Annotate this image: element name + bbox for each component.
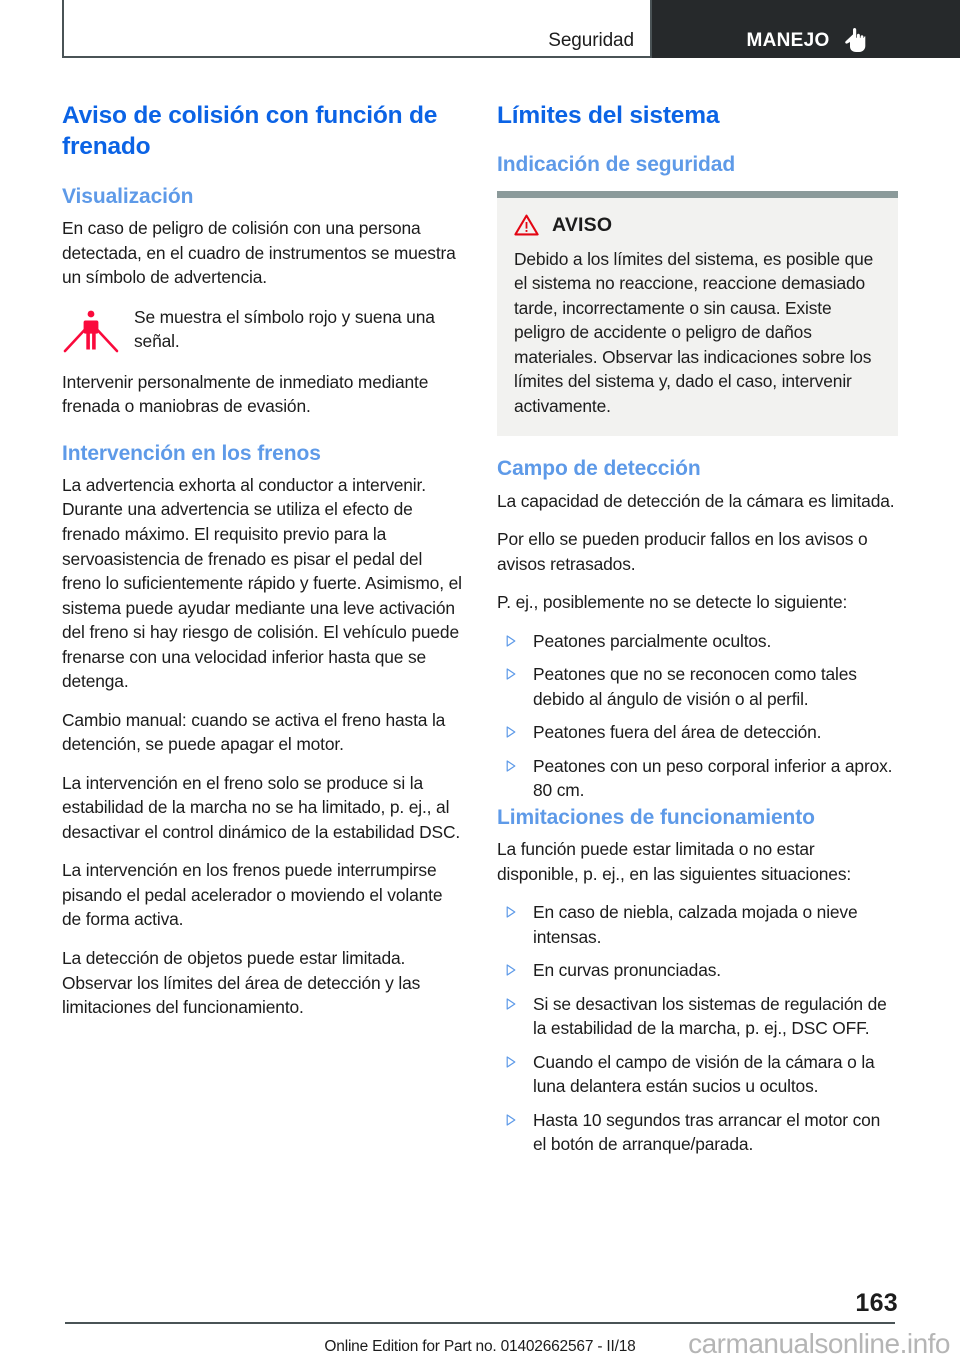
triangle-bullet-icon (497, 992, 533, 1010)
left-column (62, 100, 463, 1159)
paragraph-limitaciones-1: La función puede estar limitada o no estar disponible, p. ej., en las siguientes situaciones: (497, 839, 852, 884)
triangle-bullet-icon (497, 754, 533, 772)
bullet-list-limitaciones (497, 900, 898, 1157)
heading-campo-deteccion: Campo de detección (497, 457, 701, 481)
heading-intervencion-frenos: Intervención en los frenos (62, 441, 321, 465)
pointing-hand-icon (844, 28, 866, 52)
triangle-bullet-icon (497, 720, 533, 738)
section-tab-label: MANEJO (746, 30, 830, 51)
notice-header (514, 214, 881, 237)
heading-limitaciones-funcionamiento: Limitaciones de funcionamiento (497, 805, 815, 829)
pedestrian-warning-red-icon (62, 306, 120, 354)
list-item-text: Si se desactivan los sistemas de regulación de la estabilidad de la marcha, p. ej., DSC OFF. (533, 993, 887, 1039)
paragraph-frenos-5: La detección de objetos puede estar limitada. Observar los límites del área de detección y las limitaciones del funcionamiento. (62, 947, 421, 1018)
page-footer (0, 1272, 960, 1362)
notice-box-aviso (497, 191, 898, 437)
list-item (497, 754, 898, 803)
page-number: 163 (855, 1289, 898, 1317)
page-content (62, 100, 898, 1159)
list-item (497, 662, 898, 711)
list-item-text: En curvas pronunciadas. (533, 960, 721, 981)
list-item (497, 1050, 898, 1099)
triangle-bullet-icon (497, 662, 533, 680)
list-item-text: Peatones que no se reconocen como tales debido al ángulo de visión o al perfil. (533, 664, 857, 709)
list-item (497, 629, 898, 654)
paragraph-frenos-3: La intervención en el freno solo se produce si la estabilidad de la marcha no se ha limitado, p. ej., al desactivar el control dinámico de la estabilidad DSC. (62, 772, 461, 842)
header-left-spacer (0, 0, 62, 58)
symbol-callout-text: Se muestra el símbolo rojo y suena una señal. (134, 306, 435, 352)
footer-divider (65, 1322, 895, 1324)
page-header (0, 0, 960, 58)
paragraph-deteccion-1: La capacidad de detección de la cámara es limitada. (497, 490, 895, 511)
page-title-left: Aviso de colisión con función de frenado (62, 102, 438, 161)
triangle-bullet-icon (497, 1050, 533, 1068)
page-title-right: Límites del sistema (497, 102, 720, 129)
watermark-text: carmanualsonline.info (688, 1328, 950, 1359)
paragraph-deteccion-2: Por ello se pueden producir fallos en los avisos o avisos retrasados. (497, 529, 868, 574)
bullet-list-deteccion (497, 629, 898, 803)
list-item-text: Peatones con un peso corporal inferior a aprox. 80 cm. (533, 755, 893, 801)
breadcrumb-label: Seguridad (548, 30, 634, 51)
edition-line: Online Edition for Part no. 01402662567 - II/18 (324, 1338, 636, 1355)
heading-visualizacion: Visualización (62, 184, 194, 208)
notice-text: Debido a los límites del sistema, es posible que el sistema no reaccione, reaccione demasiado tarde, incorrectamente o sin causa. Existe peligro de accidente o peligro de daños materiales. Observar las indicaciones sobre los límites del sistema y, dado el caso, intervenir activamente. (514, 248, 874, 416)
paragraph-frenos-4: La intervención en los frenos puede interrumpirse pisando el pedal acelerador o moviendo el volante de forma activa. (62, 860, 443, 930)
list-item-text: Cuando el campo de visión de la cámara o la luna delantera están sucios u ocultos. (533, 1051, 875, 1097)
list-item-text: Peatones fuera del área de detección. (533, 722, 822, 743)
list-item-text: Hasta 10 segundos tras arrancar el motor con el botón de arranque/parada. (533, 1109, 881, 1155)
list-item (497, 900, 898, 949)
symbol-callout-row (62, 304, 463, 354)
paragraph-deteccion-3: P. ej., posiblemente no se detecte lo siguiente: (497, 592, 848, 613)
paragraph-frenos-1: La advertencia exhorta al conductor a intervenir. Durante una advertencia se utiliza el efecto de frenado máximo. El requisito previo para la servoasistencia de frenado es pisar el pedal del freno lo suficientemente rápido y fuerte. Asimismo, el sistema puede ayudar mediante una leve activación del freno si hay riesgo de colisión. El vehículo puede frenarse con una velocidad inferior hasta que se detenga. (62, 474, 462, 692)
list-item-text: En caso de niebla, calzada mojada o nieve intensas. (533, 902, 858, 947)
right-column (497, 100, 898, 1159)
section-tab-manejo[interactable] (652, 0, 960, 58)
list-item (497, 992, 898, 1041)
paragraph-visualizacion-2: Intervenir personalmente de inmediato mediante frenada o maniobras de evasión. (62, 371, 429, 417)
list-item-text: Peatones parcialmente ocultos. (533, 630, 772, 651)
list-item (497, 958, 898, 983)
paragraph-visualizacion-1: En caso de peligro de colisión con una persona detectada, en el cuadro de instrumentos se muestra un símbolo de advertencia. (62, 217, 456, 288)
heading-indicacion-seguridad: Indicación de seguridad (497, 153, 736, 177)
breadcrumb-tab[interactable] (62, 0, 652, 58)
paragraph-frenos-2: Cambio manual: cuando se activa el freno hasta la detención, se puede apagar el motor. (62, 709, 446, 755)
triangle-bullet-icon (497, 629, 533, 647)
triangle-bullet-icon (497, 958, 533, 976)
warning-triangle-icon (514, 214, 539, 236)
triangle-bullet-icon (497, 1108, 533, 1126)
list-item (497, 720, 898, 745)
triangle-bullet-icon (497, 900, 533, 918)
list-item (497, 1108, 898, 1157)
notice-label: AVISO (552, 213, 613, 236)
